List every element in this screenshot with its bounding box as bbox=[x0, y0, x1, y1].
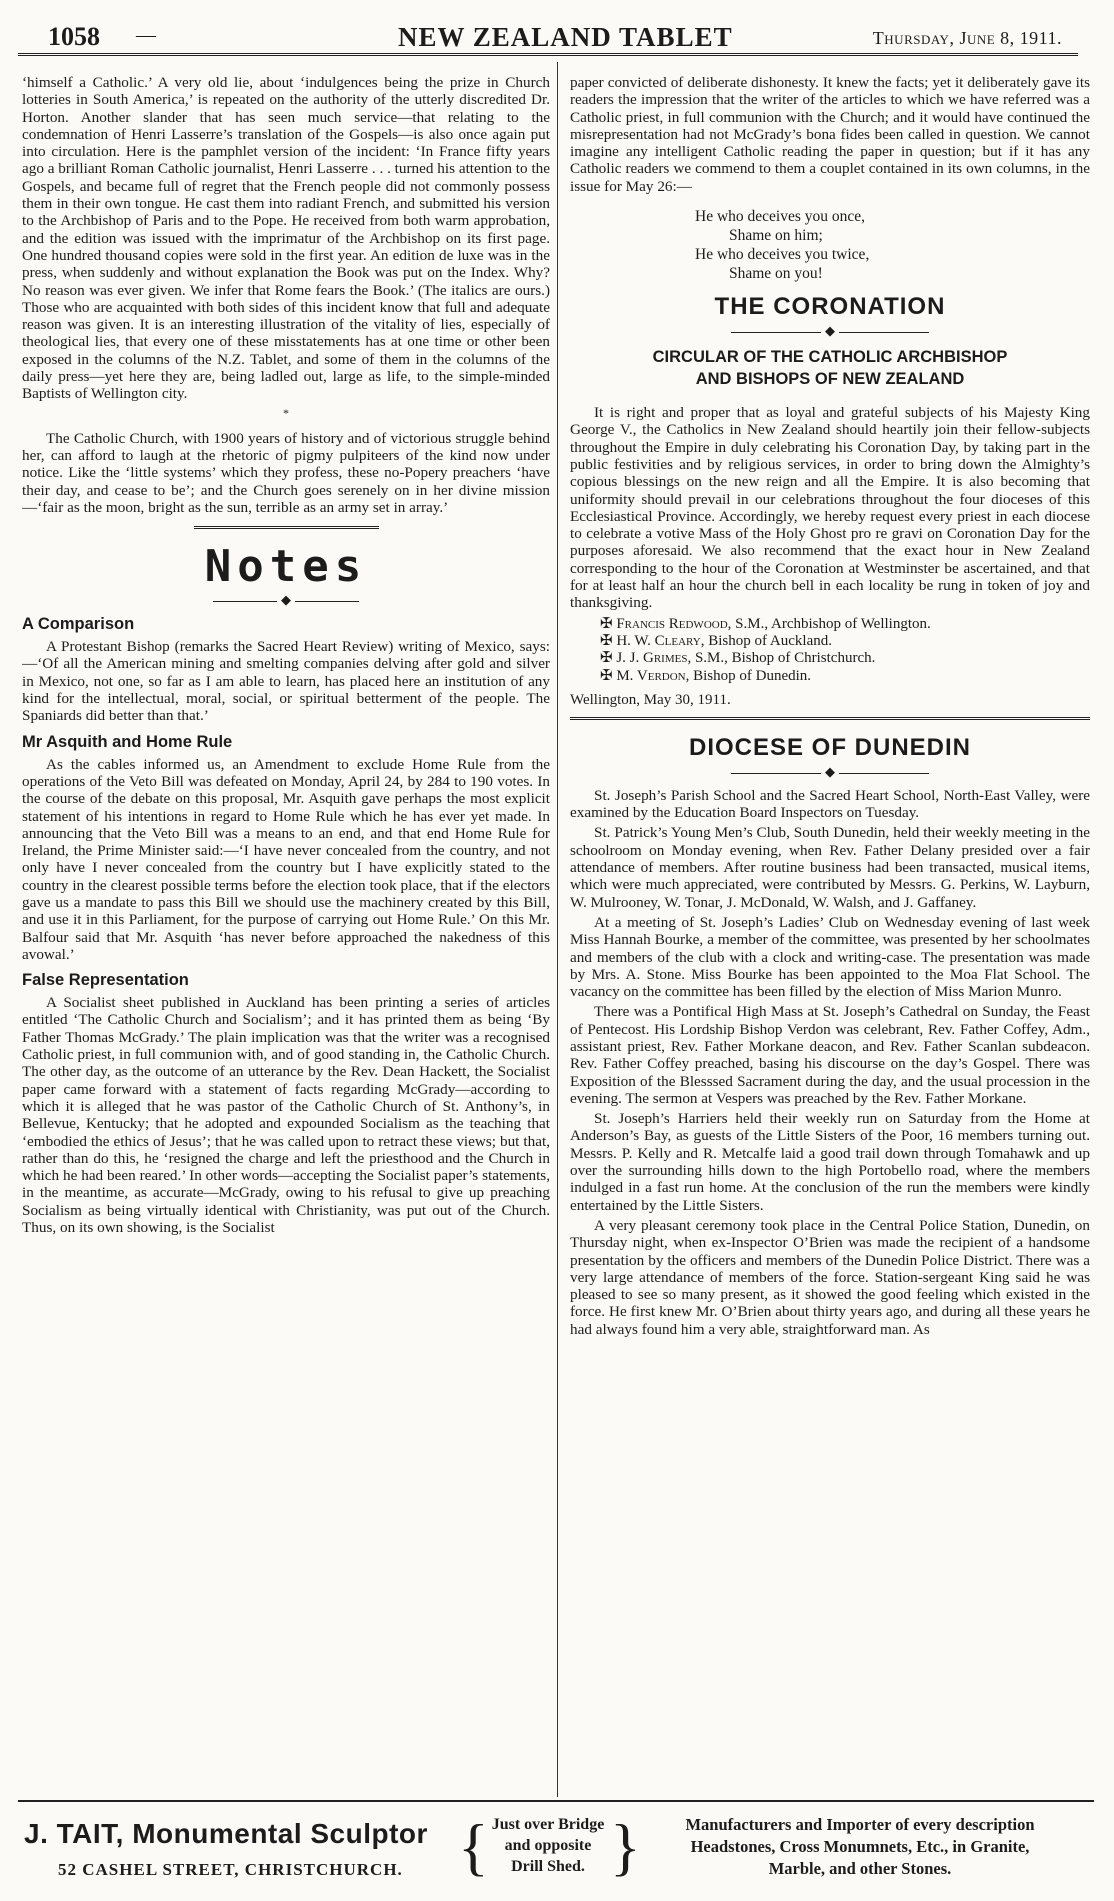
brace-right: } bbox=[610, 1811, 641, 1882]
couplet-line: Shame on him; bbox=[729, 227, 823, 245]
article-conclusion: The Catholic Church, with 1900 years of history and of victorious struggle behind her, can afford to laugh at the rhetoric of pigmy pulpiteers of the kind now under notice. Like the ‘little systems’ which they profess, these no-Popery preachers ‘have their day, and cease to be’; and the Church goes serenely on in her divine mission—‘fair as the moon, bright as the sun, terrible as an army set in array.’ bbox=[22, 429, 550, 516]
signatory-title: , S.M., Bishop of Christchurch. bbox=[687, 650, 876, 667]
signatory-name: M. Verdon bbox=[616, 667, 686, 684]
column-divider bbox=[557, 62, 558, 1797]
circular-dateline: Wellington, May 30, 1911. bbox=[570, 691, 731, 708]
couplet-line: Shame on you! bbox=[729, 265, 823, 283]
section-rule bbox=[194, 526, 379, 529]
left-column bbox=[22, 74, 550, 1794]
asquith-text: As the cables informed us, an Amendment to exclude Home Rule from the operations of the Veto Bill was defeated on Monday, April 24, by 284 to 190 votes. In the course of the debate on this proposal, Mr. Asquith gave perhaps the most explicit statement of his intentions in regard to Home Rule which he has ever yet made. In announcing that the Veto Bill was a means to an end, and that end Home Rule for Ireland, the Prime Minister said:—‘I have never concealed from the country, and not only have I never concealed from the country but I have explicitly stated to the country in the clearest possible terms before the election took place, that if the electors gave us a mandate to pass this Bill we should use the machinery created by this Bill, and use it in this Parliament, for the purpose of carrying out Home Rule.’ On this Mr. Balfour said that Mr. Asquith ‘has never before approached the nakedness of this avowal.’ bbox=[22, 755, 550, 963]
circular-heading bbox=[570, 346, 1090, 390]
advertiser-name: J. TAIT, Monumental Sculptor bbox=[24, 1818, 428, 1849]
signatory-title: , S.M., Archbishop of Wellington. bbox=[727, 615, 931, 632]
signatory-title: , Bishop of Auckland. bbox=[700, 632, 832, 649]
signature-line: ✠ H. W. Cleary, Bishop of Auckland. bbox=[600, 632, 832, 649]
signatures bbox=[600, 616, 1090, 685]
false-representation-text: A Socialist sheet published in Auckland has been printing a series of articles entitled ‘The Catholic Church and Socialism’; and it has printed them as being ‘By Father Thomas McGrady.’ The plain implication was that the writer was a recognised Catholic priest, in full communion with, and of good standing in, the Catholic Church. The other day, as the outcome of an utterance by the Rev. Dean Hackett, the Socialist paper came forward with a statement of facts regarding McGrady—according to which it is alleged that he was pastor of the Catholic Church of St. Anthony’s, in Bellevue, Kentucky; that he adopted and expounded Socialism as the teaching that ‘embodied the ethics of Jesus’; that he was called upon to retract these views; but that, rather than do this, he ‘resigned the charge and left the priesthood and the Church in which he had been reared.’ In other words—accepting the Socialist paper’s statements, in the meantime, as accurate—McGrady, owing to his refusal to give up preaching Socialism as being virtually identical with Christianity, was put out of the Church. Thus, on its own showing, is the Socialist bbox=[22, 994, 550, 1237]
right-column bbox=[570, 74, 1090, 1794]
false-representation-heading: False Representation bbox=[22, 971, 189, 990]
couplet-line: He who deceives you once, bbox=[695, 208, 866, 226]
circular-heading-line: CIRCULAR OF THE CATHOLIC ARCHBISHOP bbox=[652, 348, 1008, 367]
comparison-heading: A Comparison bbox=[22, 615, 135, 634]
signature-line: ✠ Francis Redwood, S.M., Archbishop of Wellington. bbox=[600, 615, 931, 632]
circular-heading-line: AND BISHOPS OF NEW ZEALAND bbox=[695, 370, 965, 389]
signature-line: ✠ M. Verdon, Bishop of Dunedin. bbox=[600, 667, 812, 684]
dunedin-item: St. Joseph’s Harriers held their weekly run on Saturday from the Home at Anderson’s Bay, as guests of the Little Sisters of the Poor, 16 members turning out. Messrs. P. Kelly and R. Metcalfe laid a good trail down through Tomahawk and up over the surrounding hills down to the high Portobello road, where the members indulged in a fast run home. At the conclusion of the run the members were kindly entertained by the Little Sisters. bbox=[570, 1110, 1090, 1214]
advertiser-address: 52 CASHEL STREET, CHRISTCHURCH. bbox=[58, 1860, 403, 1879]
couplet-line: He who deceives you twice, bbox=[695, 246, 870, 264]
signatory-name: H. W. Cleary bbox=[616, 632, 701, 649]
false-representation-continuation: paper convicted of deliberate dishonesty. It knew the facts; yet it deliberately gave its readers the impression that the writer of the articles to which we have referred was a Catholic priest, in full communion with the Church; and it would have continued the misrepresentation had not McGrady’s bona fides been called in question. We cannot imagine any intelligent Catholic reading the paper in question; but if it has any Catholic readers we commend to them a couplet contained in its own columns, in the issue for May 26:— bbox=[570, 74, 1090, 195]
dunedin-item: St. Patrick’s Young Men’s Club, South Dunedin, held their weekly meeting in the schoolroom on Monday evening, when Rev. Father Delany presided over a fair attendance of members. After routine business had been transacted, musical items, which were much appreciated, were contributed by Messrs. G. Perkins, W. Layburn, W. Mulrooney, W. Tonar, J. McDonald, W. Walsh, and J. Gaffaney. bbox=[570, 824, 1090, 911]
ad-location-line: Just over Bridge bbox=[491, 1816, 605, 1833]
couplet bbox=[695, 207, 1090, 283]
newspaper-title: NEW ZEALAND TABLET bbox=[398, 22, 733, 52]
ad-description-line: Manufacturers and Importer of every description bbox=[685, 1815, 1035, 1834]
notes-heading: Notes bbox=[204, 541, 368, 593]
ad-description-line: Headstones, Cross Monumnets, Etc., in Granite, bbox=[690, 1837, 1030, 1856]
ad-location-line: Drill Shed. bbox=[511, 1858, 585, 1875]
masthead-dash: — bbox=[136, 24, 156, 46]
dunedin-item: St. Joseph’s Parish School and the Sacred Heart School, North-East Valley, were examined by the Education Board Inspectors on Tuesday. bbox=[570, 786, 1090, 822]
section-rule bbox=[570, 717, 1090, 720]
dunedin-item: A very pleasant ceremony took place in the Central Police Station, Dunedin, on Thursday night, when ex-Inspector O’Brien was made the recipient of a handsome presentation by the officers and members of the Dunedin Police District. There was a very large attendance of members of the force. Station-sergeant King said he was pleased to see so many present, as it showed the good feeling which existed in the force. He first knew Mr. O’Brien about thirty years ago, and during all these years he had always found him a very able, straightforward man. As bbox=[570, 1216, 1090, 1338]
ad-description-line: Marble, and other Stones. bbox=[768, 1859, 952, 1878]
ornament-divider: ◆ bbox=[570, 325, 1090, 338]
signature-line: ✠ J. J. Grimes, S.M., Bishop of Christchurch. bbox=[600, 650, 876, 667]
signatory-name: Francis Redwood bbox=[616, 615, 728, 632]
section-star: * bbox=[283, 405, 289, 420]
masthead bbox=[18, 16, 1078, 56]
coronation-heading: THE CORONATION bbox=[714, 293, 946, 321]
brace-left: { bbox=[458, 1811, 489, 1882]
dunedin-item: There was a Pontifical High Mass at St. Joseph’s Cathedral on Sunday, the Feast of Pentecost. His Lordship Bishop Verdon was celebrant, Rev. Father Coffey, Adm., assistant priest, Rev. Father Morkane deacon, and Rev. Father Scanlan subdeacon. Rev. Father Coffey preached, basing his discourse on the day’s Gospel. There was Exposition of the Blesssed Sacrament during the day, and the usual procession in the evening. The sermon at Vespers was preached by the Rev. Father Morkane. bbox=[570, 1003, 1090, 1107]
article-continuation: ‘himself a Catholic.’ A very old lie, about ‘indulgences being the prize in Church lotteries in South America,’ is repeated on the authority of the utterly discredited Dr. Horton. Another slander that has seen much service—that relating to the condemnation of Henri Lasserre’s translation of the Gospels—is also once again put into circulation. Here is the pamphlet version of the incident: ‘In France fifty years ago a brilliant Roman Catholic journalist, Henri Lasserre . . . turned his attention to the Gospels, and became full of regret that the French people did not commonly possess them in their own tongue. He cast them into radiant French, and submitted his version to the Archbishop of Paris and to the Pope. He received from both warm approbation, and the edition was issued with the imprimatur of the Archbishop on its first page. One hundred thousand copies were sold in the first year. An edition de luxe was in the press, when suddenly and without explanation the Book was put on the Index. Why? No reason was ever given. We infer that Rome fears the Book.’ (The italics are ours.) Those who are acquainted with both sides of this incident know that full and adequate reason was given. It is an interesting illustration of the vitality of lies, especially of theological lies, that every one of these misstatements has at one time or other been exposed in the columns of the N.Z. Tablet, and some of them in the columns of the daily press—yet here they are, being ladled out, large as life, to the simple-minded Baptists of Wellington city. bbox=[22, 74, 550, 403]
ornament-divider: ◆ bbox=[570, 766, 1090, 779]
advertisement bbox=[18, 1800, 1094, 1896]
ad-location-line: and opposite bbox=[504, 1837, 592, 1854]
ad-description bbox=[630, 1814, 1090, 1880]
dunedin-heading: DIOCESE OF DUNEDIN bbox=[688, 733, 972, 761]
signatory-title: , Bishop of Dunedin. bbox=[685, 667, 812, 684]
ornament-divider: ◆ bbox=[22, 594, 550, 607]
comparison-text: A Protestant Bishop (remarks the Sacred Heart Review) writing of Mexico, says:—‘Of all the American mining and smelting companies delving after gold and silver in Mexico, not one, so far as I am able to learn, has placed here an institution of any kind for the intellectual, moral, social, or spiritual betterment of the people. The Spaniards did better than that.’ bbox=[22, 638, 550, 725]
circular-text: It is right and proper that as loyal and grateful subjects of his Majesty King George V., the Catholics in New Zealand should heartily join their fellow-subjects throughout the Empire in duly celebrating his Coronation Day, by taking part in the public festivities and by religious services, in order to bring down the Almighty’s copious blessings on the new reign and all the Empire. It is also becoming that uniformity should prevail in our celebrations throughout the four dioceses of this Ecclesiastical Province. Accordingly, we hereby request every priest in each diocese to celebrate a votive Mass of the Holy Ghost pro re gravi on Coronation Day for the purposes aforesaid. We also recommend that the exact hour in New Zealand corresponding to the hour of the Coronation at Westminster be ascertained, and that for at least half an hour the church bell in each locality be rung in token of joy and thanksgiving. bbox=[570, 404, 1090, 612]
signatory-name: J. J. Grimes bbox=[616, 650, 688, 667]
issue-date: Thursday, June 8, 1911. bbox=[872, 28, 1062, 48]
page-number: 1058 bbox=[48, 22, 100, 51]
ad-location bbox=[478, 1814, 618, 1877]
dunedin-item: At a meeting of St. Joseph’s Ladies’ Club on Wednesday evening of last week Miss Hannah Bourke, a member of the committee, was presented by her schoolmates and members of the club with a clock and writing-case. The presentation was made by Mrs. A. Stone. Miss Bourke has been appointed to the Moa Flat School. The vacancy on the committee has been filled by the election of Miss Marion Munro. bbox=[570, 913, 1090, 1001]
asquith-heading: Mr Asquith and Home Rule bbox=[22, 732, 233, 751]
